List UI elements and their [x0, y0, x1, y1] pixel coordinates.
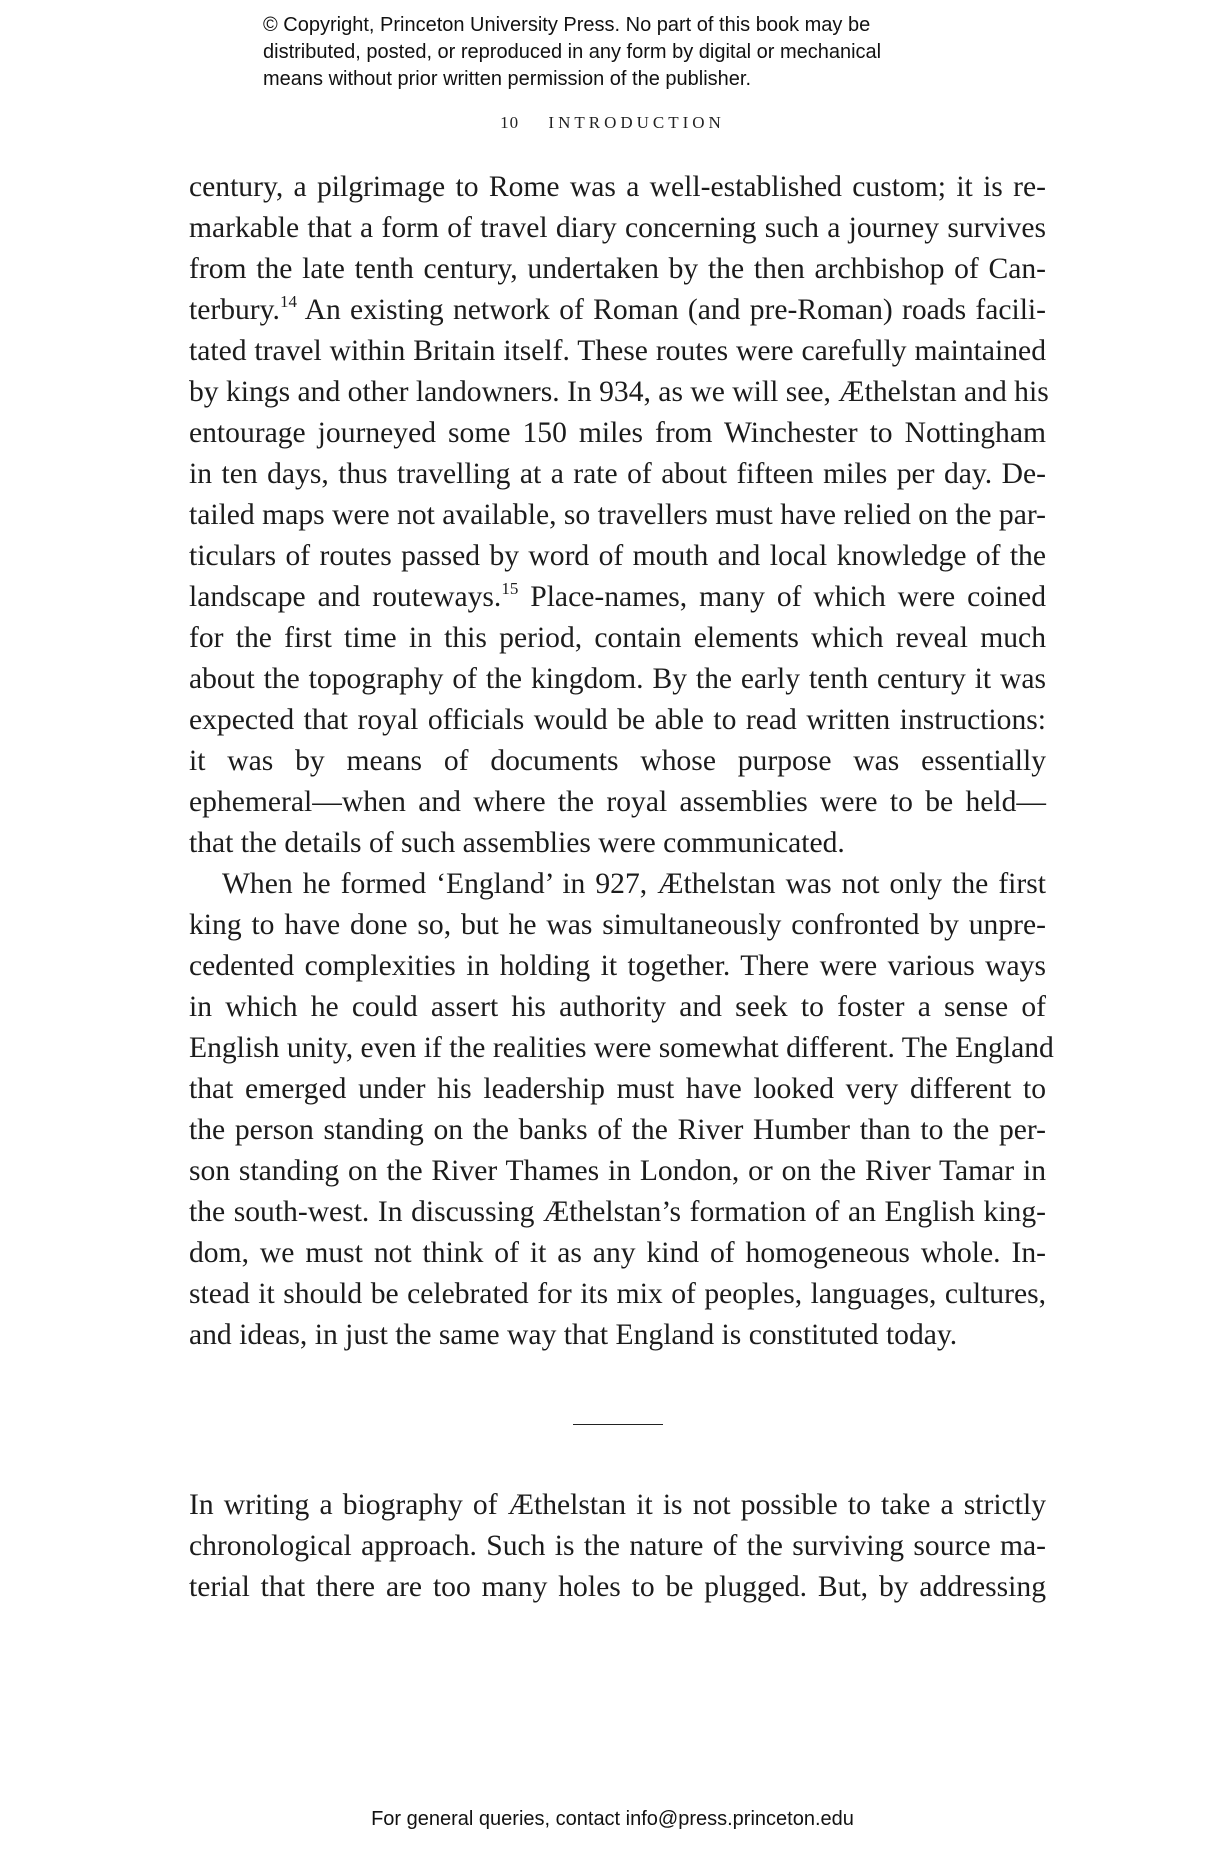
text-line: for the first time in this period, contain elements which reveal much	[189, 622, 1046, 654]
chapter-title: INTRODUCTION	[548, 113, 725, 132]
text-line: that the details of such assemblies were communicated.	[189, 827, 845, 859]
page-number: 10	[500, 113, 520, 132]
text-line: chronological approach. Such is the nature of the surviving source ma-	[189, 1530, 1046, 1562]
section-divider	[573, 1424, 663, 1425]
text-line: and ideas, in just the same way that England is constituted today.	[189, 1319, 958, 1351]
text-line	[189, 577, 1046, 618]
text-line: expected that royal officials would be able to read written instructions:	[189, 704, 1046, 736]
text-line: markable that a form of travel diary concerning such a journey survives	[189, 212, 1046, 244]
text-line: tailed maps were not available, so travellers must have relied on the par-	[189, 499, 1046, 531]
body-paragraph-1	[189, 167, 1049, 864]
text-line: the south-west. In discussing Æthelstan’s formation of an English king-	[189, 1196, 1046, 1228]
body-paragraph-2	[189, 864, 1054, 1356]
text-line: When he formed ‘England’ in 927, Æthelstan was not only the first	[222, 868, 1046, 900]
text-segment: Place-names, many of which were coined	[518, 581, 1046, 613]
text-line: In writing a biography of Æthelstan it is not possible to take a strictly	[189, 1489, 1046, 1521]
text-line: cedented complexities in holding it together. There were various ways	[189, 950, 1046, 982]
copyright-line: distributed, posted, or reproduced in any form by digital or mechanical	[263, 41, 882, 63]
text-line: ephemeral—when and where the royal assemblies were to be held—	[189, 786, 1046, 818]
text-line: entourage journeyed some 150 miles from Winchester to Nottingham	[189, 417, 1046, 449]
copyright-line: © Copyright, Princeton University Press. No part of this book may be	[263, 14, 871, 36]
text-line: ticulars of routes passed by word of mouth and local knowledge of the	[189, 540, 1046, 572]
footnote-ref-15[interactable]: 15	[501, 579, 519, 598]
text-line: in ten days, thus travelling at a rate of about fifteen miles per day. De-	[189, 458, 1046, 490]
footnote-ref-14[interactable]: 14	[279, 292, 297, 311]
text-segment: landscape and routeways.	[189, 581, 502, 613]
text-line: dom, we must not think of it as any kind of homogeneous whole. In-	[189, 1237, 1046, 1269]
copyright-line: means without prior written permission of the publisher.	[263, 68, 752, 90]
text-segment: terbury.	[189, 294, 280, 326]
text-line: that emerged under his leadership must have looked very different to	[189, 1073, 1046, 1105]
text-line: from the late tenth century, undertaken by the then archbishop of Can-	[189, 253, 1046, 285]
text-line: century, a pilgrimage to Rome was a well-established custom; it is re-	[189, 171, 1046, 203]
text-line: about the topography of the kingdom. By the early tenth century it was	[189, 663, 1046, 695]
text-line: terial that there are too many holes to be plugged. But, by addressing	[189, 1571, 1046, 1603]
footer-contact: For general queries, contact info@press.princeton.edu	[371, 1808, 854, 1830]
text-line: the person standing on the banks of the River Humber than to the per-	[189, 1114, 1046, 1146]
copyright-notice	[263, 12, 983, 93]
text-line: king to have done so, but he was simultaneously confronted by unpre-	[189, 909, 1046, 941]
running-head	[0, 113, 1225, 133]
text-line: stead it should be celebrated for its mix of peoples, languages, cultures,	[189, 1278, 1046, 1310]
text-line: by kings and other landowners. In 934, as we will see, Æthelstan and his	[189, 376, 1049, 408]
text-line: son standing on the River Thames in London, or on the River Tamar in	[189, 1155, 1046, 1187]
text-segment: An existing network of Roman (and pre-Roman) roads facili-	[296, 294, 1046, 326]
text-line: it was by means of documents whose purpose was essentially	[189, 745, 1046, 777]
text-line: in which he could assert his authority and seek to foster a sense of	[189, 991, 1046, 1023]
body-paragraph-3	[189, 1485, 1046, 1608]
text-line: English unity, even if the realities were somewhat different. The England	[189, 1032, 1054, 1064]
text-line	[189, 290, 1046, 331]
text-line: tated travel within Britain itself. These routes were carefully maintained	[189, 335, 1046, 367]
